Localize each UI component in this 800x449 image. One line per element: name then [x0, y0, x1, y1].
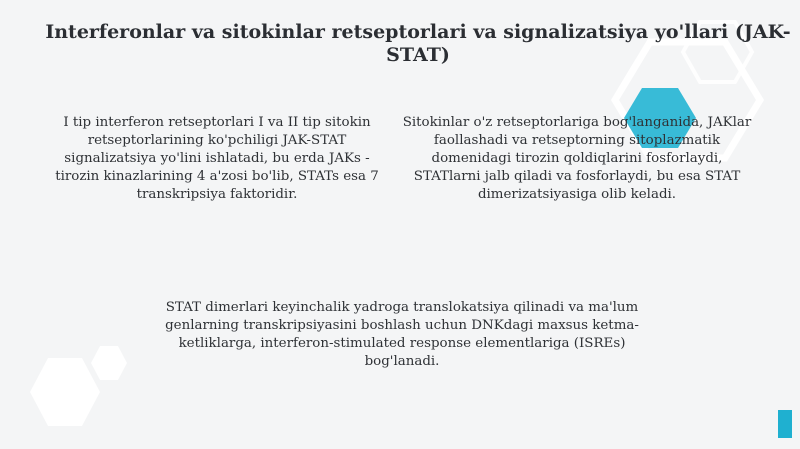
- paragraph-jak-activation: Sitokinlar o'z retseptorlariga bog'langanida, JAKlar faollashadi va retseptorning sitoplazmatik domenidagi tirozin qoldiqlarini fosforlaydi, STATlarni jalb qiladi va fosforlaydi, bu esa STAT dimerizatsiyasiga olib keladi.: [402, 115, 752, 202]
- slide-title: Interferonlar va sitokinlar retseptorlari va signalizatsiya yo'llari (JAK-STAT): [45, 21, 791, 66]
- hexagon-white-large-decoration: [30, 358, 100, 426]
- accent-bar: [778, 410, 792, 438]
- paragraph-stat-dimers: STAT dimerlari keyinchalik yadroga translokatsiya qilinadi va ma'lum genlarning transkripsiyasini boshlash uchun DNKdagi maxsus ketma-ketliklarga, interferon-stimulated response elementlariga (ISREs) bog'lanadi.: [165, 300, 639, 369]
- hexagon-white-small-decoration: [91, 346, 127, 380]
- paragraph-jak-stat-receptors: I tip interferon retseptorlari I va II tip sitokin retseptorlarining ko'pchiligi JAK-STAT signalizatsiya yo'lini ishlatadi, bu erda JAKs - tirozin kinazlarining 4 a'zosi bo'lib, STATs esa 7 transkripsiya faktoridir.: [55, 115, 379, 202]
